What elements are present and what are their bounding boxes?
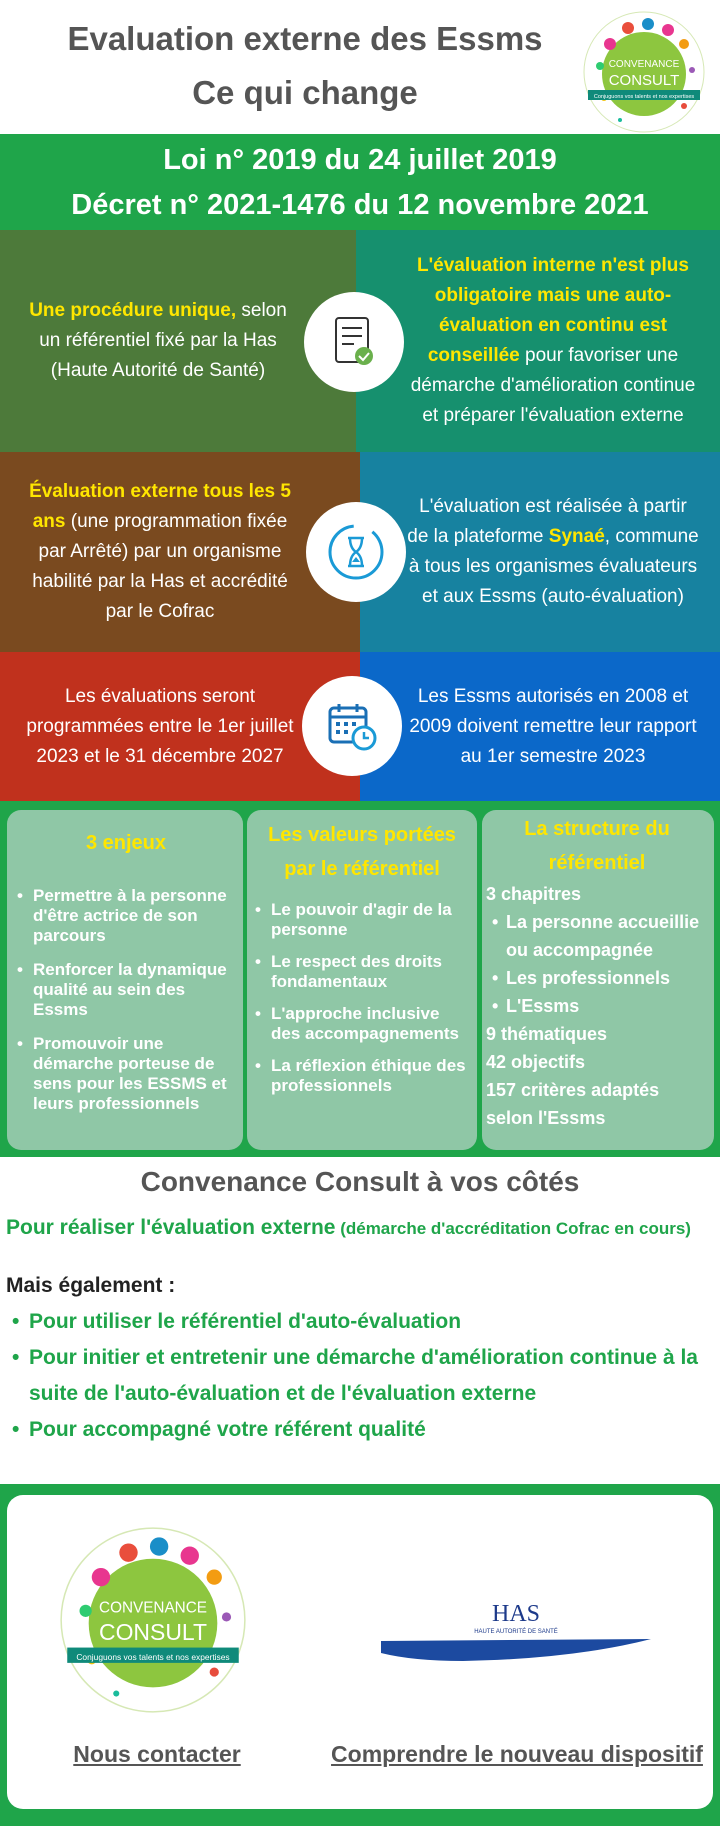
enjeux-list (17, 886, 235, 1114)
has-logo[interactable] (373, 1595, 659, 1665)
pour-realiser: Pour réaliser l'évaluation externe (démarche d'accréditation Cofrac en cours) (6, 1216, 691, 1239)
cell-rapport-2023: Les Essms autorisés en 2008 et 2009 doivent remettre leur rapport au 1er semestre 2023 (360, 652, 720, 801)
section-title: Convenance Consult à vos côtés (140, 1166, 580, 1197)
page-title (0, 12, 610, 120)
svg-text:CONSULT: CONSULT (608, 72, 680, 89)
decree-line: Décret n° 2021-1476 du 12 novembre 2021 (71, 189, 649, 221)
comprendre-link[interactable]: Comprendre le nouveau dispositif (331, 1741, 703, 1767)
title-line-2: Ce qui change (192, 74, 418, 111)
cell-synae: L'évaluation est réalisée à partir de la plateforme Synaé, commune à tous les organismes évaluateurs et aux Essms (auto-évaluation) (360, 452, 720, 652)
list-item: • Le pouvoir d'agir de la personne (255, 900, 469, 940)
svg-text:Conjuguons vos talents et nos: Conjuguons vos talents et nos expertises (76, 1651, 230, 1662)
card-enjeux (7, 810, 243, 1150)
list-item: • Renforcer la dynamique qualité au sein des Essms (17, 960, 235, 1020)
list-item: • Pour initier et entretenir une démarche d'amélioration continue à la suite de l'auto-évaluation et de l'évaluation externe (12, 1340, 712, 1412)
list-item: • Pour accompagné votre référent qualité (12, 1412, 712, 1448)
valeurs-list (255, 900, 469, 1096)
convenance-logo (580, 10, 708, 134)
checklist-icon (304, 292, 404, 392)
services-list (12, 1304, 712, 1448)
svg-text:HAS: HAS (491, 1601, 541, 1627)
mais-egalement: Mais également : (6, 1274, 176, 1297)
structure-chapitres: 3 chapitres (486, 884, 582, 904)
hourglass-icon (306, 502, 406, 602)
svg-text:Conjuguons vos talents et nos: Conjuguons vos talents et nos expertises (593, 94, 695, 100)
footer-card (7, 1495, 713, 1809)
structure-criteres: 157 critères adaptés selon l'Essms (486, 1080, 660, 1128)
header (0, 0, 720, 133)
cell-evaluation-5-ans: Évaluation externe tous les 5 ans (une programmation fixée par Arrêté) par un organisme habilité par la Has et accrédité par le Cofrac (0, 452, 360, 652)
svg-text:CONSULT: CONSULT (99, 1618, 207, 1645)
title-line-1: Evaluation externe des Essms (67, 20, 543, 57)
card-structure (482, 810, 714, 1150)
list-item: • Les professionnels (486, 964, 708, 992)
convenance-logo-large[interactable] (55, 1525, 251, 1715)
list-item: • L'Essms (486, 992, 708, 1020)
list-item: • Le respect des droits fondamentaux (255, 952, 469, 992)
list-item: • Permettre à la personne d'être actrice de son parcours (17, 886, 235, 946)
list-item: • La personne accueillie ou accompagnée (486, 908, 708, 964)
cell-dates-evaluation: Les évaluations seront programmées entre le 1er juillet 2023 et le 31 décembre 2027 (0, 652, 360, 801)
card-enjeux-title: 3 enjeux (85, 832, 167, 854)
cell-auto-evaluation: L'évaluation interne n'est plus obligatoire mais une auto-évaluation en continu est conseillée pour favoriser une démarche d'amélioration continue et préparer l'évaluation externe (356, 230, 720, 452)
svg-text:CONVENANCE: CONVENANCE (99, 1599, 207, 1617)
list-item: • Pour utiliser le référentiel d'auto-évaluation (12, 1304, 712, 1340)
card-valeurs-title: Les valeurs portées par le référentiel (268, 824, 456, 880)
law-line-1: Loi n° 2019 du 24 juillet 2019 (163, 144, 557, 176)
law-banner (0, 134, 720, 230)
card-structure-title: La structure du référentiel (524, 818, 670, 874)
svg-text:HAUTE AUTORITÉ DE SANTÉ: HAUTE AUTORITÉ DE SANTÉ (474, 1629, 558, 1635)
card-valeurs (247, 810, 477, 1150)
list-item: • L'approche inclusive des accompagnements (255, 1004, 469, 1044)
calendar-icon (302, 676, 402, 776)
list-item: • Promouvoir une démarche porteuse de sens pour les ESSMS et leurs professionnels (17, 1034, 235, 1114)
list-item: • La réflexion éthique des professionnels (255, 1056, 469, 1096)
svg-text:CONVENANCE: CONVENANCE (608, 59, 680, 70)
contact-link[interactable]: Nous contacter (73, 1741, 241, 1767)
structure-content (486, 880, 708, 1132)
structure-objectifs: 42 objectifs (486, 1052, 586, 1072)
structure-thematiques: 9 thématiques (486, 1024, 608, 1044)
cell-procedure-unique: Une procédure unique, selon un référentiel fixé par la Has (Haute Autorité de Santé) (0, 230, 356, 452)
